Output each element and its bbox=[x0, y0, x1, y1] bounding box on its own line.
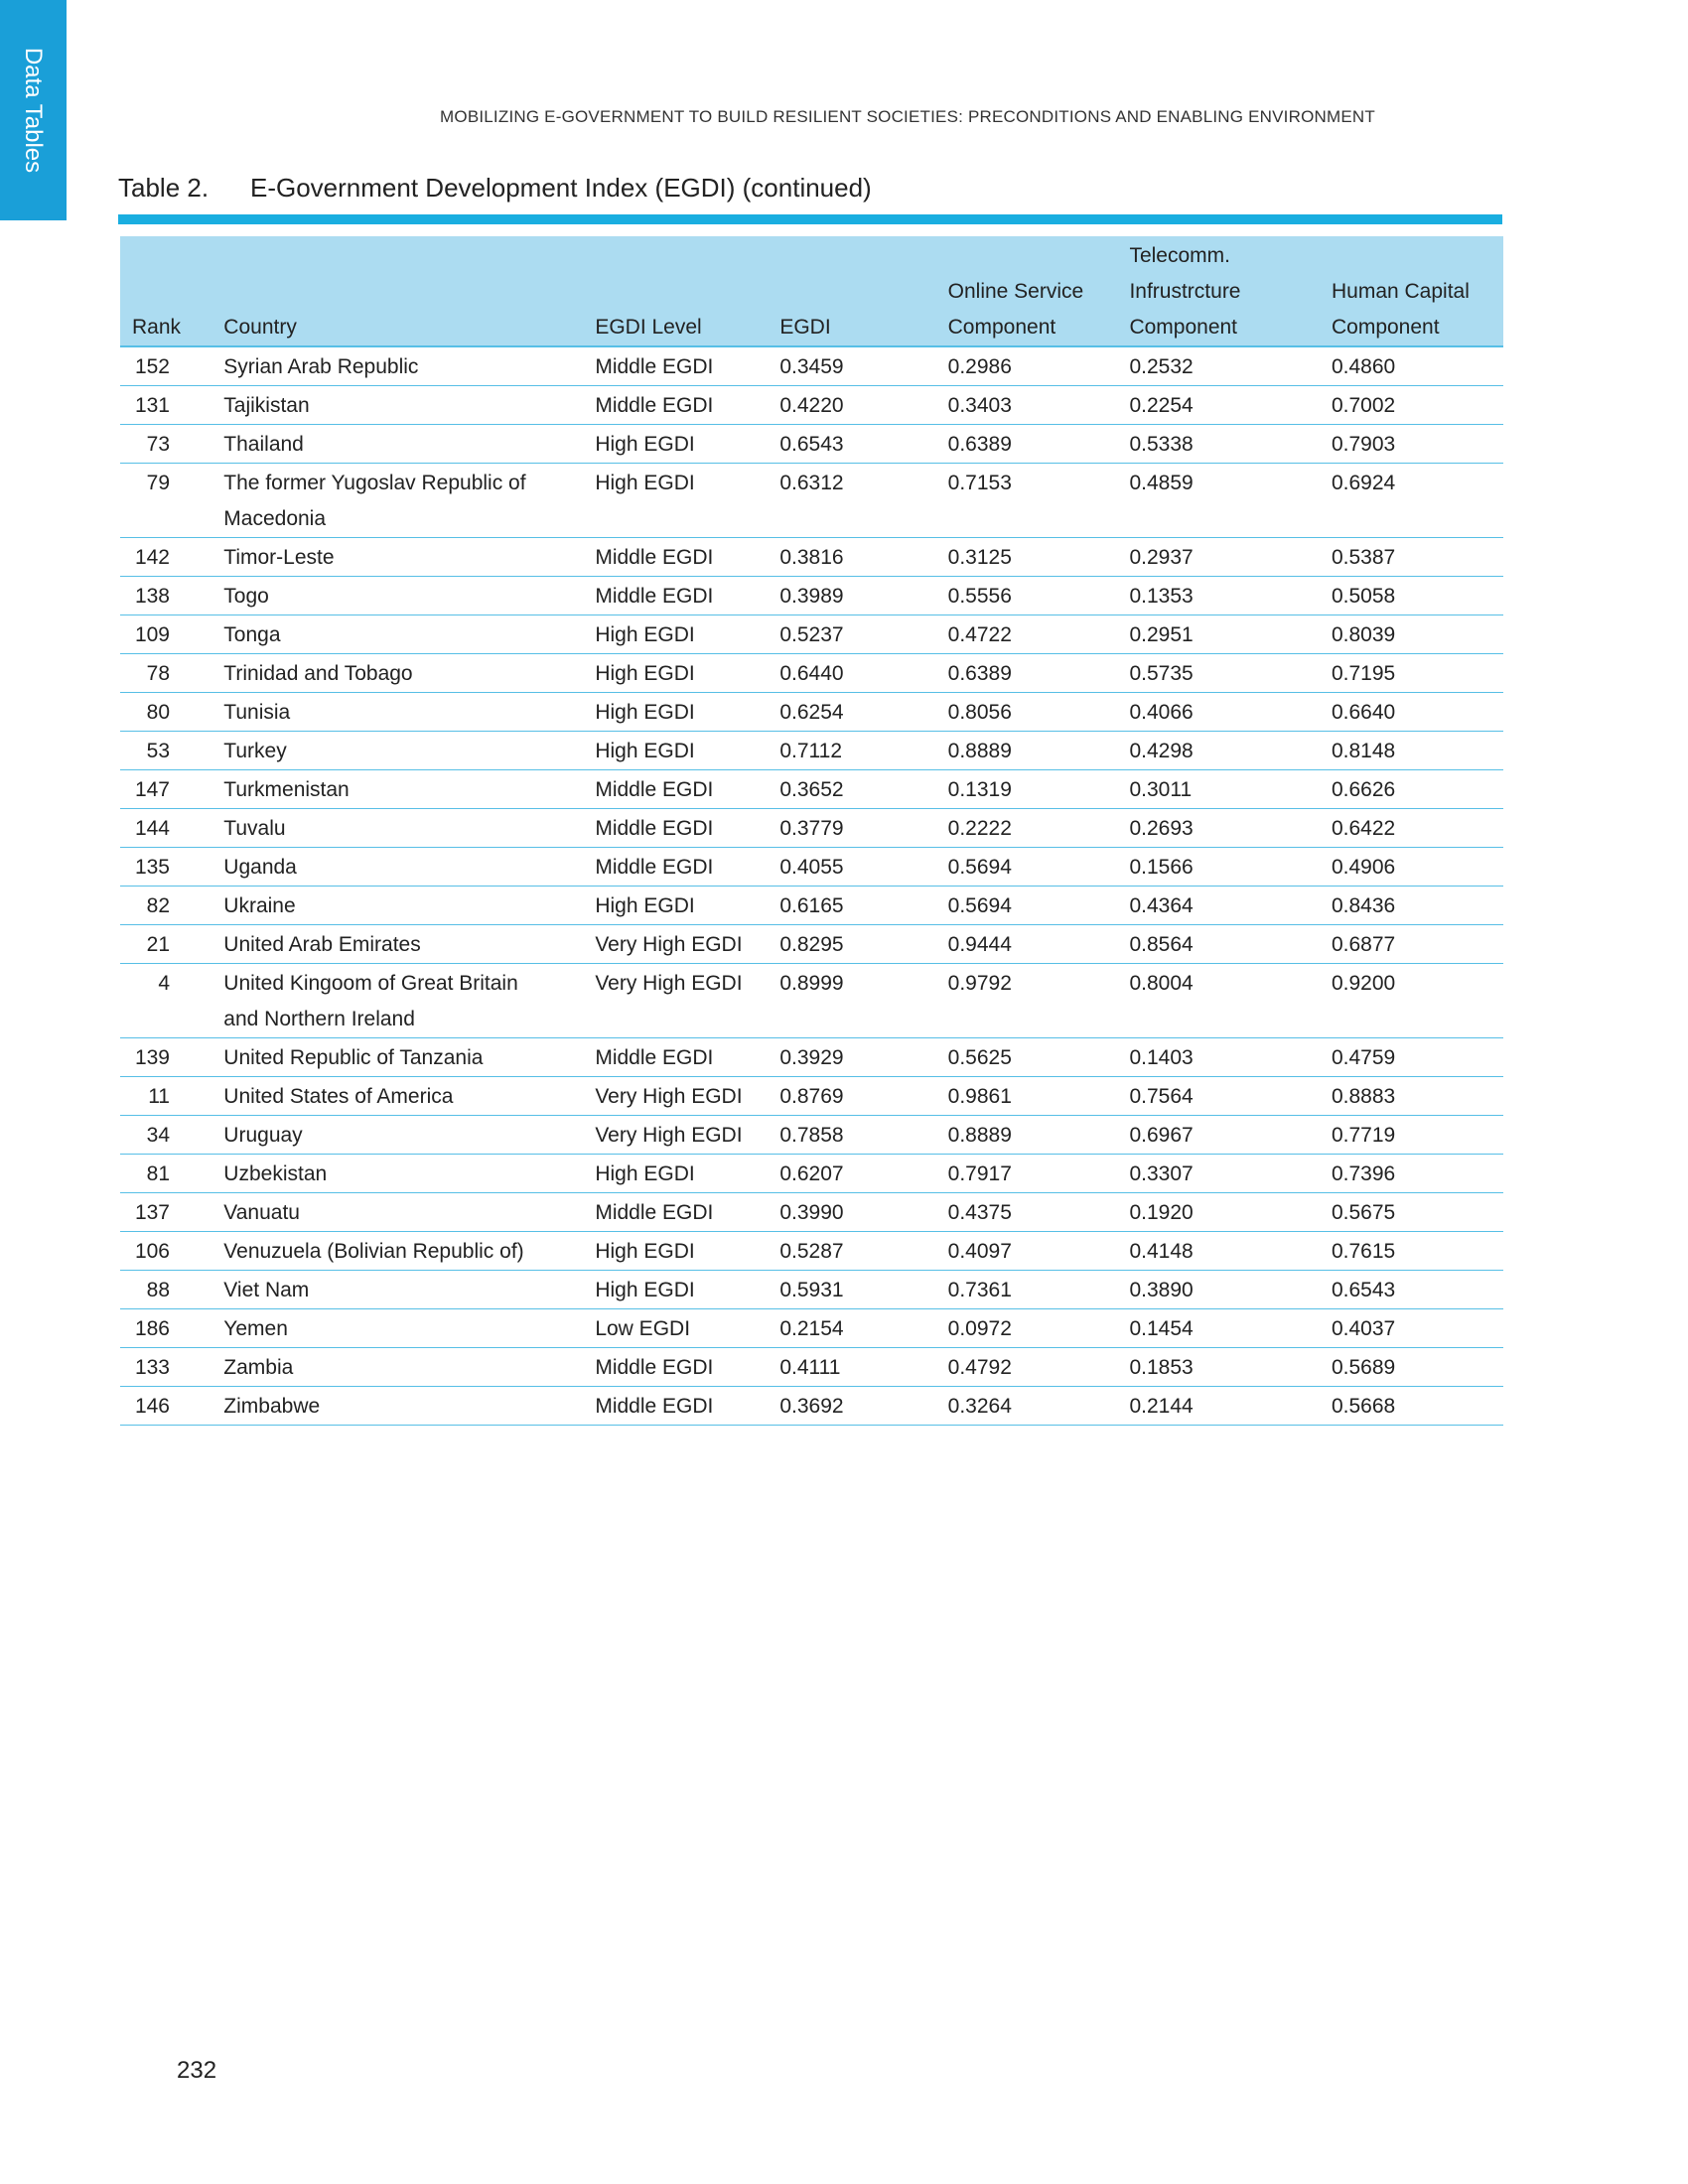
cell-egdi: 0.2154 bbox=[779, 1309, 947, 1348]
cell-country: Tuvalu bbox=[223, 809, 595, 848]
cell-rank: 186 bbox=[120, 1309, 223, 1348]
cell-telecomm: 0.4298 bbox=[1129, 732, 1332, 770]
cell-online-service: 0.2986 bbox=[948, 346, 1130, 386]
cell-telecomm: 0.1353 bbox=[1129, 577, 1332, 615]
cell-online-service: 0.7361 bbox=[948, 1271, 1130, 1309]
cell-human-capital: 0.8148 bbox=[1332, 732, 1503, 770]
cell-telecomm: 0.8004 bbox=[1129, 964, 1332, 1038]
header-rank: Rank bbox=[120, 236, 223, 346]
cell-telecomm: 0.6967 bbox=[1129, 1116, 1332, 1155]
cell-telecomm: 0.4066 bbox=[1129, 693, 1332, 732]
cell-online-service: 0.5556 bbox=[948, 577, 1130, 615]
cell-human-capital: 0.7719 bbox=[1332, 1116, 1503, 1155]
cell-online-service: 0.3125 bbox=[948, 538, 1130, 577]
cell-telecomm: 0.1454 bbox=[1129, 1309, 1332, 1348]
cell-human-capital: 0.6543 bbox=[1332, 1271, 1503, 1309]
cell-online-service: 0.8056 bbox=[948, 693, 1130, 732]
cell-rank: 109 bbox=[120, 615, 223, 654]
cell-country: United Republic of Tanzania bbox=[223, 1038, 595, 1077]
cell-country: Uzbekistan bbox=[223, 1155, 595, 1193]
cell-online-service: 0.2222 bbox=[948, 809, 1130, 848]
cell-telecomm: 0.3890 bbox=[1129, 1271, 1332, 1309]
cell-online-service: 0.9792 bbox=[948, 964, 1130, 1038]
cell-country: Uganda bbox=[223, 848, 595, 887]
cell-egdi: 0.3692 bbox=[779, 1387, 947, 1426]
table-row bbox=[120, 964, 1503, 1038]
cell-telecomm: 0.2254 bbox=[1129, 386, 1332, 425]
cell-human-capital: 0.9200 bbox=[1332, 964, 1503, 1038]
cell-online-service: 0.4722 bbox=[948, 615, 1130, 654]
table-row bbox=[120, 425, 1503, 464]
table-header-row bbox=[120, 236, 1503, 346]
cell-telecomm: 0.3307 bbox=[1129, 1155, 1332, 1193]
table-row bbox=[120, 654, 1503, 693]
table-row bbox=[120, 770, 1503, 809]
cell-country: United States of America bbox=[223, 1077, 595, 1116]
table-row bbox=[120, 386, 1503, 425]
table-title-text: E-Government Development Index (EGDI) (continued) bbox=[250, 173, 872, 203]
cell-egdi: 0.4220 bbox=[779, 386, 947, 425]
cell-telecomm: 0.1566 bbox=[1129, 848, 1332, 887]
cell-country: United Kingoom of Great Britain and Northern Ireland bbox=[223, 964, 595, 1038]
page-number: 232 bbox=[177, 2057, 217, 2084]
cell-country: Thailand bbox=[223, 425, 595, 464]
table-row bbox=[120, 1193, 1503, 1232]
cell-egdi: 0.3929 bbox=[779, 1038, 947, 1077]
table-row bbox=[120, 577, 1503, 615]
header-country: Country bbox=[223, 236, 595, 346]
cell-telecomm: 0.5338 bbox=[1129, 425, 1332, 464]
cell-telecomm: 0.1403 bbox=[1129, 1038, 1332, 1077]
cell-rank: 78 bbox=[120, 654, 223, 693]
cell-rank: 139 bbox=[120, 1038, 223, 1077]
table-row bbox=[120, 1271, 1503, 1309]
cell-telecomm: 0.2693 bbox=[1129, 809, 1332, 848]
cell-human-capital: 0.6422 bbox=[1332, 809, 1503, 848]
cell-egdi-level: High EGDI bbox=[595, 425, 779, 464]
cell-country: Zambia bbox=[223, 1348, 595, 1387]
cell-country: Yemen bbox=[223, 1309, 595, 1348]
cell-human-capital: 0.8883 bbox=[1332, 1077, 1503, 1116]
cell-country: Tunisia bbox=[223, 693, 595, 732]
table-row bbox=[120, 1077, 1503, 1116]
cell-human-capital: 0.5058 bbox=[1332, 577, 1503, 615]
cell-egdi-level: Very High EGDI bbox=[595, 1116, 779, 1155]
cell-human-capital: 0.4037 bbox=[1332, 1309, 1503, 1348]
cell-egdi-level: Middle EGDI bbox=[595, 538, 779, 577]
cell-rank: 138 bbox=[120, 577, 223, 615]
header-human-capital: Human Capital Component bbox=[1332, 236, 1503, 346]
cell-country: Zimbabwe bbox=[223, 1387, 595, 1426]
cell-egdi-level: Low EGDI bbox=[595, 1309, 779, 1348]
cell-egdi: 0.6165 bbox=[779, 887, 947, 925]
cell-egdi: 0.5237 bbox=[779, 615, 947, 654]
cell-online-service: 0.8889 bbox=[948, 732, 1130, 770]
cell-telecomm: 0.3011 bbox=[1129, 770, 1332, 809]
cell-rank: 142 bbox=[120, 538, 223, 577]
cell-egdi-level: High EGDI bbox=[595, 693, 779, 732]
table-row bbox=[120, 1387, 1503, 1426]
table-row bbox=[120, 693, 1503, 732]
table-row bbox=[120, 809, 1503, 848]
cell-egdi: 0.8999 bbox=[779, 964, 947, 1038]
cell-egdi-level: Middle EGDI bbox=[595, 1387, 779, 1426]
cell-egdi: 0.3990 bbox=[779, 1193, 947, 1232]
egdi-table bbox=[120, 236, 1503, 1426]
cell-human-capital: 0.7195 bbox=[1332, 654, 1503, 693]
cell-telecomm: 0.4148 bbox=[1129, 1232, 1332, 1271]
cell-human-capital: 0.7615 bbox=[1332, 1232, 1503, 1271]
cell-telecomm: 0.4364 bbox=[1129, 887, 1332, 925]
cell-rank: 146 bbox=[120, 1387, 223, 1426]
cell-rank: 11 bbox=[120, 1077, 223, 1116]
cell-telecomm: 0.2532 bbox=[1129, 346, 1332, 386]
cell-rank: 152 bbox=[120, 346, 223, 386]
cell-online-service: 0.3403 bbox=[948, 386, 1130, 425]
cell-egdi-level: High EGDI bbox=[595, 1232, 779, 1271]
table-row bbox=[120, 1348, 1503, 1387]
cell-human-capital: 0.7903 bbox=[1332, 425, 1503, 464]
table-row bbox=[120, 1116, 1503, 1155]
cell-egdi-level: Very High EGDI bbox=[595, 925, 779, 964]
cell-egdi: 0.8295 bbox=[779, 925, 947, 964]
cell-rank: 80 bbox=[120, 693, 223, 732]
table-row bbox=[120, 848, 1503, 887]
cell-human-capital: 0.8039 bbox=[1332, 615, 1503, 654]
table-row bbox=[120, 1232, 1503, 1271]
cell-egdi-level: High EGDI bbox=[595, 654, 779, 693]
cell-telecomm: 0.2144 bbox=[1129, 1387, 1332, 1426]
cell-egdi: 0.6312 bbox=[779, 464, 947, 538]
cell-country: Togo bbox=[223, 577, 595, 615]
cell-rank: 106 bbox=[120, 1232, 223, 1271]
table-number: Table 2. bbox=[118, 173, 210, 203]
cell-country: Timor-Leste bbox=[223, 538, 595, 577]
running-header bbox=[0, 107, 1688, 127]
cell-human-capital: 0.8436 bbox=[1332, 887, 1503, 925]
cell-telecomm: 0.2937 bbox=[1129, 538, 1332, 577]
cell-human-capital: 0.6924 bbox=[1332, 464, 1503, 538]
cell-human-capital: 0.6877 bbox=[1332, 925, 1503, 964]
table-title bbox=[118, 173, 872, 204]
cell-egdi: 0.3652 bbox=[779, 770, 947, 809]
cell-egdi: 0.4111 bbox=[779, 1348, 947, 1387]
cell-rank: 147 bbox=[120, 770, 223, 809]
cell-online-service: 0.5625 bbox=[948, 1038, 1130, 1077]
cell-egdi: 0.3989 bbox=[779, 577, 947, 615]
cell-human-capital: 0.6640 bbox=[1332, 693, 1503, 732]
table-row bbox=[120, 464, 1503, 538]
cell-rank: 82 bbox=[120, 887, 223, 925]
running-header-text: MOBILIZING E-GOVERNMENT TO BUILD RESILIENT SOCIETIES: PRECONDITIONS AND ENABLING ENVIRONMENT bbox=[440, 107, 1375, 126]
cell-rank: 133 bbox=[120, 1348, 223, 1387]
cell-egdi-level: Middle EGDI bbox=[595, 1038, 779, 1077]
table-row bbox=[120, 1155, 1503, 1193]
cell-online-service: 0.4097 bbox=[948, 1232, 1130, 1271]
cell-online-service: 0.3264 bbox=[948, 1387, 1130, 1426]
cell-egdi: 0.5931 bbox=[779, 1271, 947, 1309]
cell-egdi-level: High EGDI bbox=[595, 1271, 779, 1309]
cell-egdi: 0.4055 bbox=[779, 848, 947, 887]
cell-egdi: 0.6543 bbox=[779, 425, 947, 464]
cell-online-service: 0.1319 bbox=[948, 770, 1130, 809]
cell-egdi: 0.8769 bbox=[779, 1077, 947, 1116]
cell-egdi: 0.5287 bbox=[779, 1232, 947, 1271]
cell-telecomm: 0.5735 bbox=[1129, 654, 1332, 693]
title-rule bbox=[118, 214, 1502, 224]
cell-country: Trinidad and Tobago bbox=[223, 654, 595, 693]
cell-egdi-level: High EGDI bbox=[595, 1155, 779, 1193]
cell-country: Turkey bbox=[223, 732, 595, 770]
cell-telecomm: 0.1920 bbox=[1129, 1193, 1332, 1232]
header-online-service: Online Service Component bbox=[948, 236, 1130, 346]
cell-country: Tajikistan bbox=[223, 386, 595, 425]
table-row bbox=[120, 538, 1503, 577]
cell-country: Uruguay bbox=[223, 1116, 595, 1155]
cell-egdi: 0.7858 bbox=[779, 1116, 947, 1155]
cell-telecomm: 0.1853 bbox=[1129, 1348, 1332, 1387]
cell-rank: 131 bbox=[120, 386, 223, 425]
cell-rank: 21 bbox=[120, 925, 223, 964]
cell-country: Ukraine bbox=[223, 887, 595, 925]
cell-human-capital: 0.5387 bbox=[1332, 538, 1503, 577]
cell-egdi-level: High EGDI bbox=[595, 887, 779, 925]
cell-egdi-level: Middle EGDI bbox=[595, 346, 779, 386]
table-row bbox=[120, 1038, 1503, 1077]
cell-human-capital: 0.7002 bbox=[1332, 386, 1503, 425]
cell-rank: 81 bbox=[120, 1155, 223, 1193]
cell-online-service: 0.9444 bbox=[948, 925, 1130, 964]
cell-online-service: 0.8889 bbox=[948, 1116, 1130, 1155]
header-egdi-level: EGDI Level bbox=[595, 236, 779, 346]
cell-human-capital: 0.7396 bbox=[1332, 1155, 1503, 1193]
cell-online-service: 0.6389 bbox=[948, 425, 1130, 464]
cell-egdi-level: Very High EGDI bbox=[595, 1077, 779, 1116]
cell-country: The former Yugoslav Republic of Macedonia bbox=[223, 464, 595, 538]
cell-egdi-level: Middle EGDI bbox=[595, 809, 779, 848]
cell-egdi: 0.3816 bbox=[779, 538, 947, 577]
cell-telecomm: 0.7564 bbox=[1129, 1077, 1332, 1116]
table-body bbox=[120, 346, 1503, 1426]
cell-telecomm: 0.2951 bbox=[1129, 615, 1332, 654]
cell-egdi: 0.6207 bbox=[779, 1155, 947, 1193]
cell-online-service: 0.7917 bbox=[948, 1155, 1130, 1193]
table-row bbox=[120, 346, 1503, 386]
cell-online-service: 0.6389 bbox=[948, 654, 1130, 693]
side-tab-label: Data Tables bbox=[20, 47, 47, 174]
cell-egdi-level: High EGDI bbox=[595, 615, 779, 654]
cell-telecomm: 0.8564 bbox=[1129, 925, 1332, 964]
cell-egdi-level: Middle EGDI bbox=[595, 770, 779, 809]
cell-rank: 88 bbox=[120, 1271, 223, 1309]
cell-rank: 144 bbox=[120, 809, 223, 848]
cell-online-service: 0.4792 bbox=[948, 1348, 1130, 1387]
cell-rank: 137 bbox=[120, 1193, 223, 1232]
cell-human-capital: 0.5668 bbox=[1332, 1387, 1503, 1426]
cell-online-service: 0.5694 bbox=[948, 887, 1130, 925]
cell-human-capital: 0.4860 bbox=[1332, 346, 1503, 386]
cell-rank: 53 bbox=[120, 732, 223, 770]
cell-human-capital: 0.6626 bbox=[1332, 770, 1503, 809]
cell-country: Tonga bbox=[223, 615, 595, 654]
cell-rank: 79 bbox=[120, 464, 223, 538]
cell-country: United Arab Emirates bbox=[223, 925, 595, 964]
cell-egdi: 0.3459 bbox=[779, 346, 947, 386]
table-row bbox=[120, 887, 1503, 925]
cell-egdi-level: Middle EGDI bbox=[595, 1193, 779, 1232]
cell-telecomm: 0.4859 bbox=[1129, 464, 1332, 538]
table-row bbox=[120, 732, 1503, 770]
cell-online-service: 0.9861 bbox=[948, 1077, 1130, 1116]
cell-rank: 135 bbox=[120, 848, 223, 887]
cell-country: Turkmenistan bbox=[223, 770, 595, 809]
header-telecomm: Telecomm. Infrustrcture Component bbox=[1129, 236, 1332, 346]
cell-country: Vanuatu bbox=[223, 1193, 595, 1232]
cell-online-service: 0.7153 bbox=[948, 464, 1130, 538]
cell-rank: 73 bbox=[120, 425, 223, 464]
cell-online-service: 0.5694 bbox=[948, 848, 1130, 887]
cell-rank: 34 bbox=[120, 1116, 223, 1155]
cell-country: Venuzuela (Bolivian Republic of) bbox=[223, 1232, 595, 1271]
cell-online-service: 0.0972 bbox=[948, 1309, 1130, 1348]
cell-egdi-level: Very High EGDI bbox=[595, 964, 779, 1038]
cell-human-capital: 0.4759 bbox=[1332, 1038, 1503, 1077]
cell-online-service: 0.4375 bbox=[948, 1193, 1130, 1232]
cell-human-capital: 0.5675 bbox=[1332, 1193, 1503, 1232]
cell-egdi: 0.6254 bbox=[779, 693, 947, 732]
table-row bbox=[120, 1309, 1503, 1348]
cell-egdi: 0.7112 bbox=[779, 732, 947, 770]
cell-egdi: 0.3779 bbox=[779, 809, 947, 848]
cell-egdi-level: Middle EGDI bbox=[595, 848, 779, 887]
cell-egdi-level: Middle EGDI bbox=[595, 577, 779, 615]
table-row bbox=[120, 615, 1503, 654]
cell-egdi-level: High EGDI bbox=[595, 464, 779, 538]
cell-egdi-level: High EGDI bbox=[595, 732, 779, 770]
header-egdi: EGDI bbox=[779, 236, 947, 346]
cell-country: Viet Nam bbox=[223, 1271, 595, 1309]
table-row bbox=[120, 925, 1503, 964]
cell-human-capital: 0.5689 bbox=[1332, 1348, 1503, 1387]
cell-egdi: 0.6440 bbox=[779, 654, 947, 693]
cell-egdi-level: Middle EGDI bbox=[595, 1348, 779, 1387]
cell-rank: 4 bbox=[120, 964, 223, 1038]
cell-egdi-level: Middle EGDI bbox=[595, 386, 779, 425]
cell-country: Syrian Arab Republic bbox=[223, 346, 595, 386]
cell-human-capital: 0.4906 bbox=[1332, 848, 1503, 887]
